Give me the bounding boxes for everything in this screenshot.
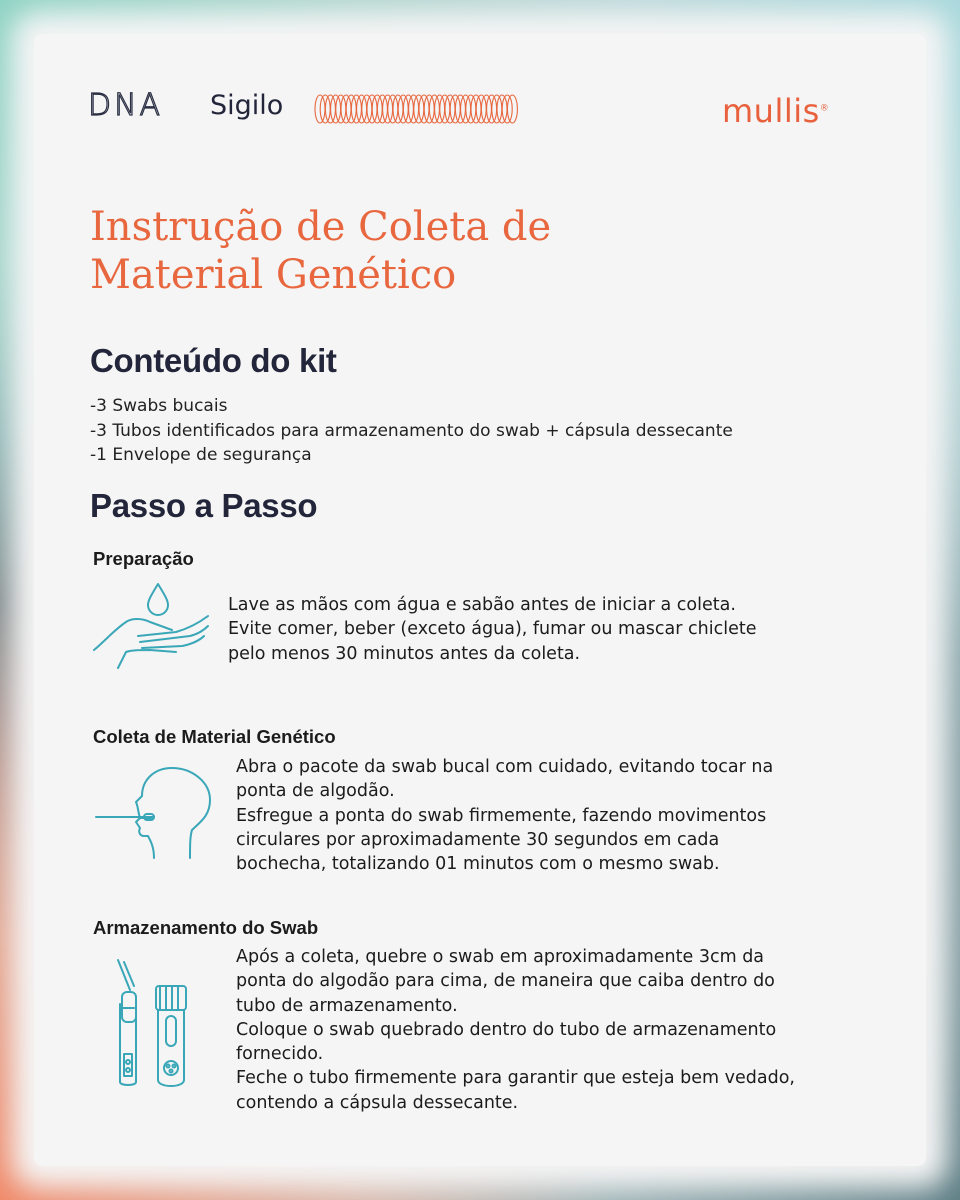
kit-item: -1 Envelope de segurança	[90, 445, 312, 465]
coil-logo-icon	[312, 92, 524, 126]
step-line: Esfregue a ponta do swab firmemente, fazendo movimentos	[236, 805, 767, 826]
step-line: contendo a cápsula dessecante.	[236, 1092, 519, 1113]
step-text-collection	[236, 755, 773, 876]
page-title	[90, 203, 690, 299]
brand-sigilo-text: Sigilo	[210, 90, 284, 121]
step-line: fornecido.	[236, 1044, 324, 1065]
step-text-storage	[236, 945, 795, 1115]
swab-tubes-icon	[100, 956, 200, 1092]
step-line: tubo de armazenamento.	[236, 995, 458, 1016]
step-line: ponta de algodão.	[236, 781, 395, 802]
step-line: bochecha, totalizando 01 minutos com o mesmo swab.	[236, 854, 720, 875]
step-line: Lave as mãos com água e sabão antes de iniciar a coleta.	[228, 595, 736, 615]
step-line: Abra o pacote da swab bucal com cuidado, evitando tocar na	[236, 757, 774, 777]
step-title-collection: Coleta de Material Genético	[93, 726, 336, 747]
step-line: circulares por aproximadamente 30 segundos em cada	[236, 829, 720, 850]
step-line: Após a coleta, quebre o swab em aproximadamente 3cm da	[236, 947, 765, 967]
mouth-swab-icon	[92, 760, 216, 860]
steps-heading: Passo a Passo	[90, 487, 318, 524]
mullis-logo-text: mullis	[722, 92, 820, 130]
hand-washing-icon	[92, 580, 212, 672]
brand-dna-text: DNA	[88, 88, 164, 123]
kit-item: -3 Swabs bucais	[90, 396, 228, 416]
step-line: ponta do algodão para cima, de maneira que caiba dentro do	[236, 971, 775, 992]
step-line: pelo menos 30 minutos antes da coleta.	[228, 643, 581, 664]
kit-item: -3 Tubos identificados para armazenamento do swab + cápsula dessecante	[90, 420, 733, 441]
registered-mark: ®	[819, 103, 830, 114]
step-title-storage: Armazenamento do Swab	[93, 917, 319, 938]
step-line: Evite comer, beber (exceto água), fumar ou mascar chiclete	[228, 619, 757, 640]
step-title-preparation: Preparação	[93, 548, 194, 569]
step-text-preparation	[228, 593, 756, 666]
step-line: Feche o tubo firmemente para garantir que esteja bem vedado,	[236, 1068, 795, 1089]
kit-heading: Conteúdo do kit	[90, 342, 337, 379]
page-title-line-2: Material Genético	[90, 252, 457, 298]
page-title-line-1: Instrução de Coleta de	[90, 204, 552, 250]
step-line: Coloque o swab quebrado dentro do tubo de armazenamento	[236, 1019, 777, 1040]
kit-list	[90, 394, 733, 468]
mullis-logo	[722, 92, 829, 130]
